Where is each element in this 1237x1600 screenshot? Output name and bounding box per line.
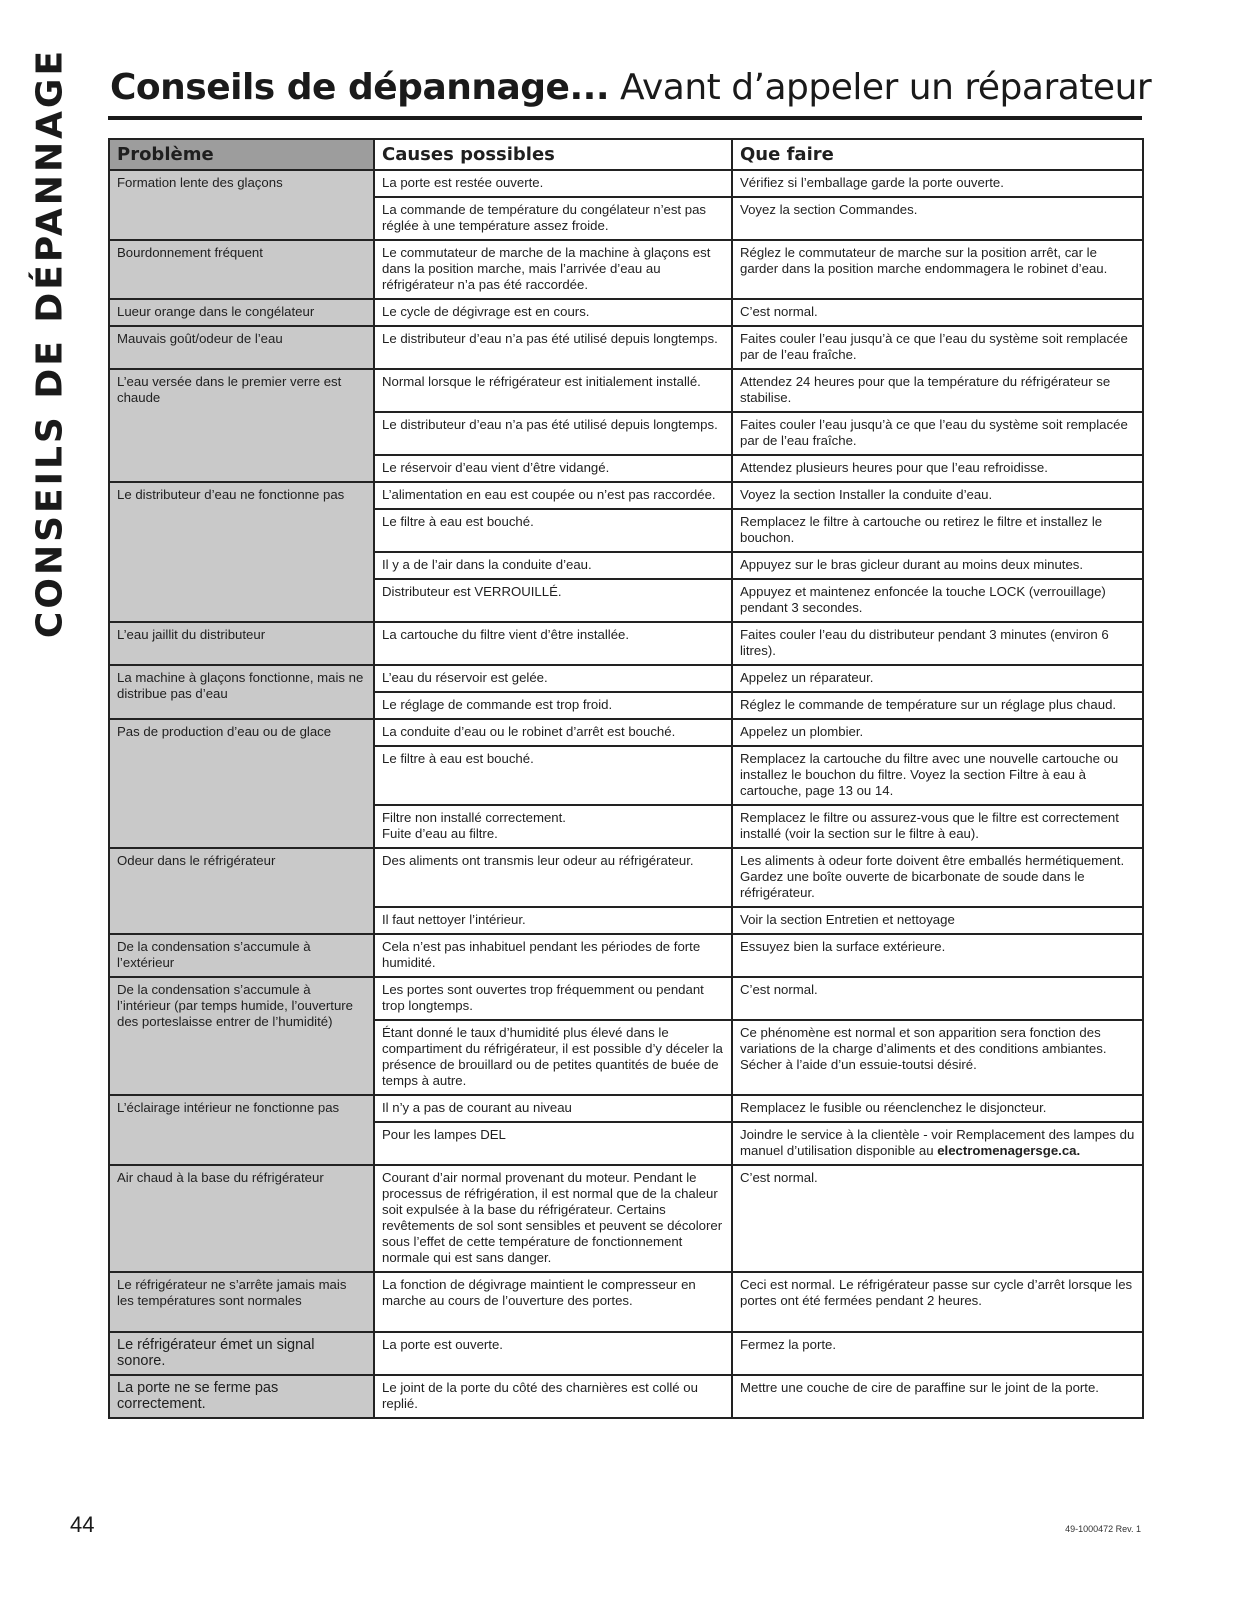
solution-cell: Remplacez le fusible ou réenclenchez le disjoncteur. bbox=[732, 1095, 1143, 1122]
title-divider bbox=[108, 116, 1142, 120]
table-row bbox=[109, 170, 1143, 197]
problem-cell: De la condensation s’accumule à l’extérieur bbox=[109, 934, 374, 977]
header-problem: Problème bbox=[109, 139, 374, 170]
problem-cell: Formation lente des glaçons bbox=[109, 170, 374, 240]
solution-cell: Faites couler l’eau du distributeur pendant 3 minutes (environ 6 litres). bbox=[732, 622, 1143, 665]
cause-cell: Il faut nettoyer l’intérieur. bbox=[374, 907, 732, 934]
cause-cell: Pour les lampes DEL bbox=[374, 1122, 732, 1165]
table-row bbox=[109, 369, 1143, 412]
table-header-row bbox=[109, 139, 1143, 170]
solution-cell: Réglez le commande de température sur un réglage plus chaud. bbox=[732, 692, 1143, 719]
solution-cell: Remplacez la cartouche du filtre avec une nouvelle cartouche ou installez le bouchon du filtre. Voyez la section Filtre à eau à cartouche, page 13 ou 14. bbox=[732, 746, 1143, 805]
cause-cell: L’eau du réservoir est gelée. bbox=[374, 665, 732, 692]
problem-cell: La machine à glaçons fonctionne, mais ne distribue pas d’eau bbox=[109, 665, 374, 719]
cause-cell: Le distributeur d’eau n’a pas été utilisé depuis longtemps. bbox=[374, 412, 732, 455]
solution-cell: Voir la section Entretien et nettoyage bbox=[732, 907, 1143, 934]
table-row bbox=[109, 1332, 1143, 1375]
table-row bbox=[109, 934, 1143, 977]
problem-cell: Le réfrigérateur émet un signal sonore. bbox=[109, 1332, 374, 1375]
table-row bbox=[109, 622, 1143, 665]
problem-cell: Le distributeur d’eau ne fonctionne pas bbox=[109, 482, 374, 622]
cause-cell: Le filtre à eau est bouché. bbox=[374, 509, 732, 552]
page-title-bold: Conseils de dépannage... bbox=[110, 67, 609, 108]
cause-cell: Le réservoir d’eau vient d’être vidangé. bbox=[374, 455, 732, 482]
problem-cell: De la condensation s’accumule à l’intérieur (par temps humide, l’ouverture des porteslaisse entrer de l’humidité) bbox=[109, 977, 374, 1095]
cause-cell: Le cycle de dégivrage est en cours. bbox=[374, 299, 732, 326]
problem-cell: L’éclairage intérieur ne fonctionne pas bbox=[109, 1095, 374, 1165]
cause-cell: Le filtre à eau est bouché. bbox=[374, 746, 732, 805]
cause-cell bbox=[374, 805, 732, 848]
table-row bbox=[109, 326, 1143, 369]
solution-cell: Ce phénomène est normal et son apparition sera fonction des variations de la charge d’aliments et des conditions ambiantes. Sécher à l’aide d’un essuie-toutsi désiré. bbox=[732, 1020, 1143, 1095]
table-row bbox=[109, 299, 1143, 326]
solution-cell: Mettre une couche de cire de paraffine sur le joint de la porte. bbox=[732, 1375, 1143, 1418]
cause-cell: La fonction de dégivrage maintient le compresseur en marche au cours de l’ouverture des portes. bbox=[374, 1272, 732, 1332]
cause-cell: La porte est restée ouverte. bbox=[374, 170, 732, 197]
problem-line: L’eau versée dans le premier verre est bbox=[117, 374, 342, 389]
cause-cell: La conduite d’eau ou le robinet d’arrêt est bouché. bbox=[374, 719, 732, 746]
side-section-label bbox=[0, 47, 100, 638]
problem-cell: Air chaud à la base du réfrigérateur bbox=[109, 1165, 374, 1272]
solution-cell: Remplacez le filtre ou assurez-vous que le filtre est correctement installé (voir la section sur le filtre à eau). bbox=[732, 805, 1143, 848]
solution-cell: Essuyez bien la surface extérieure. bbox=[732, 934, 1143, 977]
cause-cell: Cela n’est pas inhabituel pendant les périodes de forte humidité. bbox=[374, 934, 732, 977]
problem-cell: Le réfrigérateur ne s’arrête jamais mais les températures sont normales bbox=[109, 1272, 374, 1332]
table-row bbox=[109, 848, 1143, 907]
solution-cell: Voyez la section Commandes. bbox=[732, 197, 1143, 240]
solution-cell: Voyez la section Installer la conduite d’eau. bbox=[732, 482, 1143, 509]
solution-cell: Réglez le commutateur de marche sur la position arrêt, car le garder dans la position marche endommagera le robinet d’eau. bbox=[732, 240, 1143, 299]
cause-line: Filtre non installé correctement. bbox=[382, 810, 566, 825]
solution-cell bbox=[732, 1122, 1143, 1165]
problem-cell: L’eau jaillit du distributeur bbox=[109, 622, 374, 665]
solution-cell: Appelez un réparateur. bbox=[732, 665, 1143, 692]
solution-cell: C’est normal. bbox=[732, 1165, 1143, 1272]
solution-cell: Les aliments à odeur forte doivent être emballés hermétiquement. Gardez une boîte ouverte de bicarbonate de soude dans le réfrigérateur. bbox=[732, 848, 1143, 907]
cause-cell: La commande de température du congélateur n’est pas réglée à une température assez froide. bbox=[374, 197, 732, 240]
table-row bbox=[109, 1272, 1143, 1332]
problem-cell: Mauvais goût/odeur de l’eau bbox=[109, 326, 374, 369]
problem-cell: Lueur orange dans le congélateur bbox=[109, 299, 374, 326]
cause-cell: L’alimentation en eau est coupée ou n’est pas raccordée. bbox=[374, 482, 732, 509]
solution-cell: Appuyez sur le bras gicleur durant au moins deux minutes. bbox=[732, 552, 1143, 579]
cause-cell: Les portes sont ouvertes trop fréquemment ou pendant trop longtemps. bbox=[374, 977, 732, 1020]
solution-cell: Appelez un plombier. bbox=[732, 719, 1143, 746]
cause-cell: Distributeur est VERROUILLÉ. bbox=[374, 579, 732, 622]
cause-cell: Courant d’air normal provenant du moteur. Pendant le processus de réfrigération, il est normal que de la chaleur soit expulsée à la base du réfrigérateur. Certains revêtements de sol sont sensibles et peuvent se décolorer sous l’effet de cette température de fonctionnement normale qui est sans danger. bbox=[374, 1165, 732, 1272]
cause-cell: Il n’y a pas de courant au niveau bbox=[374, 1095, 732, 1122]
table-row bbox=[109, 719, 1143, 746]
table-row bbox=[109, 240, 1143, 299]
side-section-label-text: CONSEILS DE DÉPANNAGE bbox=[29, 47, 71, 638]
support-website-link[interactable]: electromenagersge.ca. bbox=[937, 1143, 1081, 1158]
cause-line: Fuite d’eau au filtre. bbox=[382, 826, 498, 841]
solution-cell: Faites couler l’eau jusqu’à ce que l’eau du système soit remplacée par de l’eau fraîche. bbox=[732, 326, 1143, 369]
problem-cell: La porte ne se ferme pas correctement. bbox=[109, 1375, 374, 1418]
cause-cell: La porte est ouverte. bbox=[374, 1332, 732, 1375]
cause-cell: Le joint de la porte du côté des charnières est collé ou replié. bbox=[374, 1375, 732, 1418]
solution-cell: C’est normal. bbox=[732, 977, 1143, 1020]
page-number: 44 bbox=[70, 1512, 95, 1537]
troubleshooting-table bbox=[108, 138, 1144, 1419]
cause-cell: Le réglage de commande est trop froid. bbox=[374, 692, 732, 719]
problem-cell: Bourdonnement fréquent bbox=[109, 240, 374, 299]
table-row bbox=[109, 1095, 1143, 1122]
cause-cell: Étant donné le taux d’humidité plus élevé dans le compartiment du réfrigérateur, il est possible d’y déceler la présence de brouillard ou de petites quantités de buée de temps à autre. bbox=[374, 1020, 732, 1095]
table-row bbox=[109, 482, 1143, 509]
solution-cell: Appuyez et maintenez enfoncée la touche LOCK (verrouillage) pendant 3 secondes. bbox=[732, 579, 1143, 622]
header-causes: Causes possibles bbox=[374, 139, 732, 170]
problem-line: chaude bbox=[117, 390, 161, 405]
table-row bbox=[109, 1165, 1143, 1272]
page-title bbox=[110, 62, 1150, 113]
document-number: 49-1000472 Rev. 1 bbox=[1065, 1524, 1141, 1534]
solution-cell: Faites couler l’eau jusqu’à ce que l’eau du système soit remplacée par de l’eau fraîche. bbox=[732, 412, 1143, 455]
solution-cell: Remplacez le filtre à cartouche ou retirez le filtre et installez le bouchon. bbox=[732, 509, 1143, 552]
solution-cell: Attendez plusieurs heures pour que l’eau refroidisse. bbox=[732, 455, 1143, 482]
table-row bbox=[109, 665, 1143, 692]
cause-cell: Normal lorsque le réfrigérateur est initialement installé. bbox=[374, 369, 732, 412]
cause-cell: Des aliments ont transmis leur odeur au réfrigérateur. bbox=[374, 848, 732, 907]
solution-cell: Attendez 24 heures pour que la température du réfrigérateur se stabilise. bbox=[732, 369, 1143, 412]
cause-cell: Il y a de l’air dans la conduite d’eau. bbox=[374, 552, 732, 579]
problem-cell bbox=[109, 369, 374, 482]
page-title-light: Avant d’appeler un réparateur bbox=[609, 67, 1152, 108]
problem-cell: Pas de production d’eau ou de glace bbox=[109, 719, 374, 848]
table-row bbox=[109, 977, 1143, 1020]
cause-cell: Le commutateur de marche de la machine à glaçons est dans la position marche, mais l’arrivée d’eau au réfrigérateur n’a pas été raccordée. bbox=[374, 240, 732, 299]
solution-cell: C’est normal. bbox=[732, 299, 1143, 326]
solution-cell: Fermez la porte. bbox=[732, 1332, 1143, 1375]
solution-cell: Ceci est normal. Le réfrigérateur passe sur cycle d’arrêt lorsque les portes ont été fermées pendant 2 heures. bbox=[732, 1272, 1143, 1332]
header-solution: Que faire bbox=[732, 139, 1143, 170]
problem-cell: Odeur dans le réfrigérateur bbox=[109, 848, 374, 934]
solution-cell: Vérifiez si l’emballage garde la porte ouverte. bbox=[732, 170, 1143, 197]
table-row bbox=[109, 1375, 1143, 1418]
solution-text: Joindre le service à la clientèle - voir Remplacement des lampes du manuel d’utilisation disponible au bbox=[740, 1127, 1135, 1158]
cause-cell: Le distributeur d’eau n’a pas été utilisé depuis longtemps. bbox=[374, 326, 732, 369]
cause-cell: La cartouche du filtre vient d’être installée. bbox=[374, 622, 732, 665]
